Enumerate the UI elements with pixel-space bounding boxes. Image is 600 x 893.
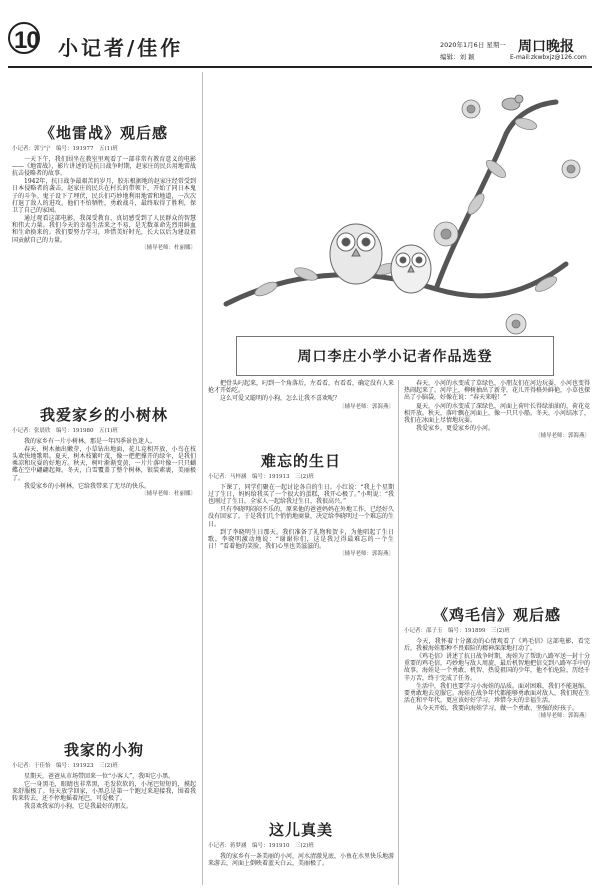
article-title: 难忘的生日 [260,452,341,470]
feature-banner [236,336,554,376]
article-mentor: 〔辅导老师：杜丽娜〕 [140,244,196,251]
newspaper-logo: 周口晚报 [518,39,574,55]
article-paragraph: 它一身黑毛，眼睛也非常黑，毛发软软的，小尾巴短短的，摸起来舒服极了。每天放学回家，小黑总是第一个跑过来迎接我，围着我转来转去，还不停地摇着尾巴，可爱极了。 [12,780,196,803]
article-paragraph: 夏天，小河的水变成了深绿色，河面上荷叶长得绿油油的，荷花竞相开放。秋天，落叶飘在河面上，像一只只小船。冬天，小河结冰了，我们在冰面上尽情地玩耍。 [404,402,591,424]
article-paragraph: 只有李晓明闷闷不乐的，原来他的爸爸妈妈在外地工作，已经好久没有回家了。于是我们几个悄悄地商量，决定给李晓明过一个难忘的生日。 [208,506,395,528]
bird-icon [502,95,523,110]
article-paragraph: 一天下午，我们围坐在教室里观看了一部非常有教育意义的电影——《地雷战》，影片讲述的是抗日战争时期，赵家庄的民兵用地雷战抗击侵略者的故事。 [12,155,196,177]
article-paragraph: 我爱家乡的小树林，它给我带来了无尽的快乐。 [24,482,151,490]
column-right-top [404,380,590,444]
article-paragraph: 星期天，爸爸从市场带回来一位“小客人”，我叫它小黑。 [24,772,175,780]
contact-email: E-mail:zkwbxjz@126.com [510,54,587,61]
article-mentor: 〔辅导老师：郭海燕〕 [338,551,394,558]
page-header [0,0,600,70]
column-left [12,118,196,255]
article-title: 这儿真美 [268,821,333,839]
article-paragraph: 到了李晓明生日那天，我们准备了礼物和贺卡，为他唱起了生日歌。李晓明激动地说：“谢谢你们，这是我过得最难忘的一个生日！”看着他的笑脸，我们心里也美滋滋的。 [208,528,394,551]
header-divider [8,66,592,68]
article-title: 《地雷战》观后感 [39,124,168,142]
article-mentor: 〔辅导老师：郭海燕〕 [534,433,590,440]
article-paragraph: 这么可爱又聪明的小狗，怎么让我不喜欢呢？ [220,395,341,403]
column-middle-top [208,380,394,414]
article-byline: 小记者：郭宁宁 编号：191977 五(1)班 [12,146,118,152]
column-middle-bottom [208,815,394,868]
article-title: 我爱家乡的小树林 [39,406,168,424]
article-paragraph: 春天，小河的水变成了草绿色，小朋友们在河边玩耍，小河也变得热闹起来了。河岸上，柳树抽出了新芽，花儿开得格外鲜艳，小草也探出了小脑袋，好像在说：“春天来啦！” [404,380,591,402]
owl-icon [391,245,431,293]
column-left-bottom [12,735,196,812]
article-paragraph: 通过观看这部电影，我深受教育，真切感受到了人民群众的智慧和伟大力量。我们今天的幸福生活来之不易，是无数革命先烈用鲜血和生命换来的。我们要努力学习，珍惜美好时光，长大以后为建设祖国贡献自己的力量。 [12,215,196,244]
article-paragraph: 把骨头叼起来，叼到一个角落后，左看看，右看看，确定没有人来抢才开始吃。 [208,380,395,395]
article-paragraph: 我喜欢我家的小狗，它是我最好的朋友。 [24,803,133,811]
banner-title: 周口李庄小学小记者作品选登 [297,349,493,365]
article-mentor: 〔辅导老师：郭海燕〕 [534,713,590,720]
section-title: 小记者/佳作 [58,36,184,60]
article-title: 《鸡毛信》观后感 [432,606,561,624]
article-paragraph: 今天，我怀着十分激动的心情观看了《鸡毛信》这部电影，看完后，我被海娃那种不畏艰险的精神深深地打动了。 [404,637,590,652]
article-mentor: 〔辅导老师：郭海燕〕 [338,403,394,410]
article-byline: 小记者：于佳怡 编号：191923 三(2)班 [12,763,118,769]
article-paragraph: 春天，树木抽出嫩芽，小草钻出地面，花儿竞相开放，小鸟在枝头欢快地歌唱。夏天，树木枝繁叶茂，像一把把撑开的绿伞，是我们乘凉和玩耍的好地方。秋天，树叶渐渐变黄，一片片落叶像一只只蝴蝶在空中翩翩起舞。冬天，白雪覆盖了整个树林，银装素裹，美丽极了。 [12,445,196,482]
article-byline: 小记者：邵子玉 编号：191899 三(2)班 [404,628,510,634]
column-left-middle [12,400,196,502]
issue-date: 2020年1月6日 星期一 [440,41,506,49]
article-byline: 小记者：马梓涵 编号：191913 三(2)班 [208,474,314,480]
article-byline: 小记者：张晨欣 编号：191980 五(1)班 [12,428,118,434]
article-title: 我家的小狗 [63,741,144,759]
article-paragraph: 下课了，同学们聚在一起讨论各自的生日。小红说：“我上个星期过了生日，妈妈给我买了一个很大的蛋糕，我开心极了。”小明说：“我也刚过了生日，全家人一起给我过生日，我很高兴。” [208,483,394,505]
owl-tree-illustration [206,74,592,344]
owl-icon [330,224,382,284]
article-paragraph: 1942年，抗日战争最艰苦的岁月，胶东根据地的赵家庄经常受到日本侵略者的袭击，赵家庄的民兵在村长的带领下，开始了同日本鬼子的斗争。鬼子设下了埋伏，民兵们巧妙地利用地雷和地道，一次次打退了敌人的进攻。他们不怕牺牲，勇敢战斗，最终取得了胜利，保卫了自己的家园。 [12,178,196,214]
article-paragraph: 我的家乡有一片小树林，那是一年四季景色迷人。 [24,437,157,445]
article-paragraph: 我的家乡有一条美丽的小河，河水清澈见底，小鱼在水里快乐地游来游去，河面上倒映着蓝天白云，美丽极了。 [208,852,395,867]
column-middle [208,446,394,562]
column-divider [202,72,203,885]
article-paragraph: 生活中，我们也要学习小海娃的品质。面对困难，我们不能退缩，要勇敢地去克服它。海娃在战争年代都能够勇敢面对敌人，我们现在生活在和平年代，更应该好好学习，珍惜今天的幸福生活。 [404,682,591,705]
column-right [404,600,590,724]
article-paragraph: 从今天开始，我要向海娃学习，做一个勇敢、坚强的好孩子。 [416,705,579,713]
article-paragraph: 《鸡毛信》讲述了抗日战争时期，海娃为了帮助八路军送一封十分重要的鸡毛信，巧妙地与敌人周旋，最后机智地把信交到八路军手中的故事。海娃是一个勇敢、机智、热爱祖国的少年，他不怕危险，历经千辛万苦，终于完成了任务。 [404,652,591,682]
page-number: 10 [14,27,39,54]
editor-credit: 编辑：刘 颖 [440,53,475,61]
article-paragraph: 我爱家乡，更爱家乡的小河。 [416,425,495,433]
article-mentor: 〔辅导老师：杜丽娜〕 [140,490,196,497]
column-divider [398,380,399,885]
article-byline: 小记者：蒋梦涵 编号：191910 三(2)班 [208,843,314,849]
